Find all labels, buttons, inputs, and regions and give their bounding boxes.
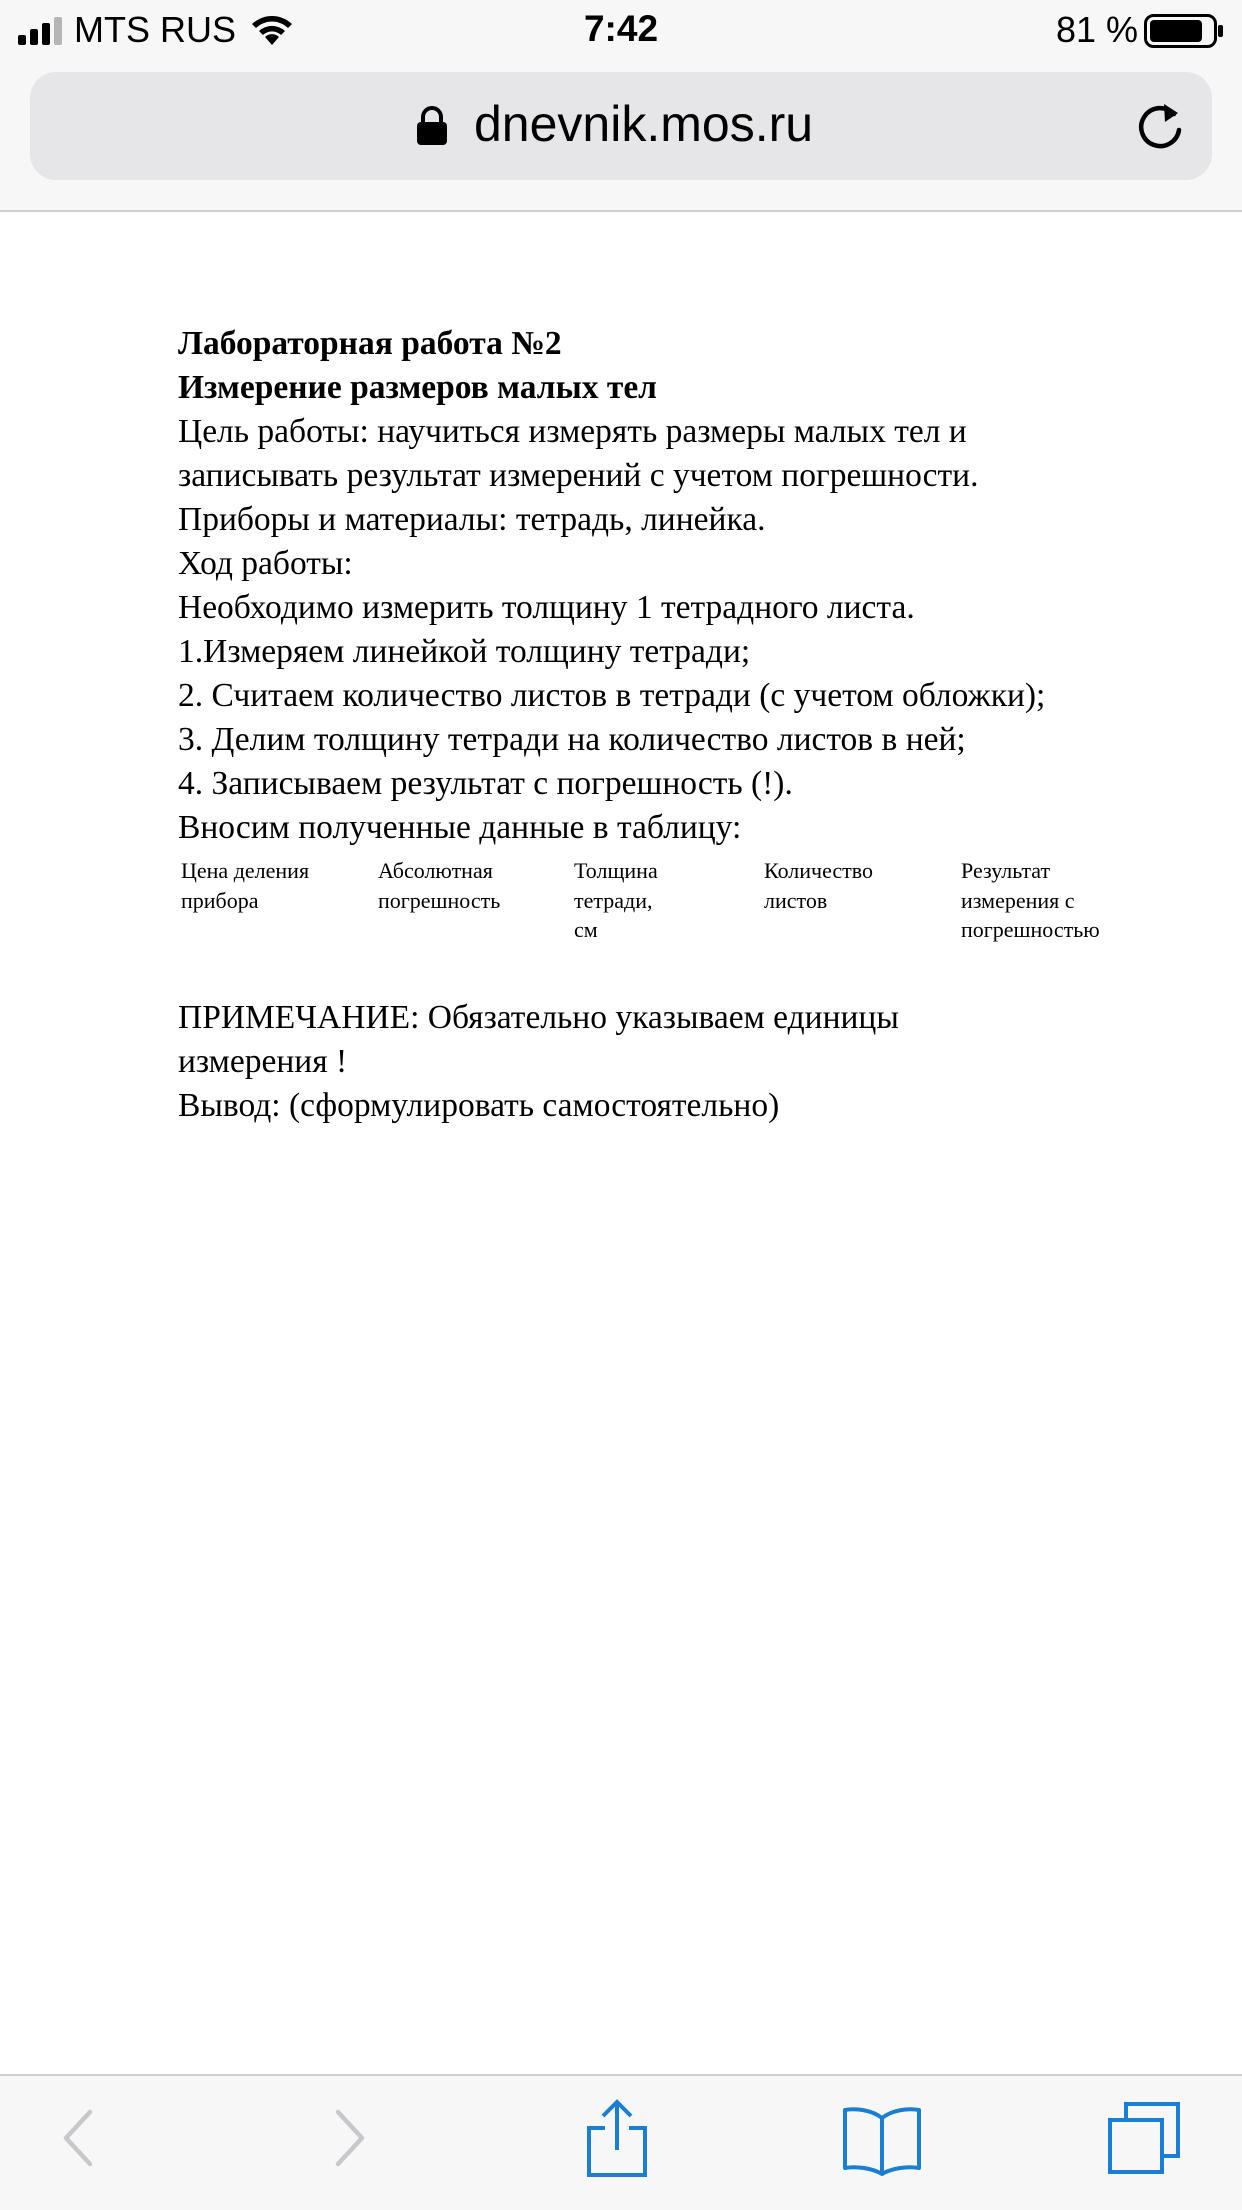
- header-text: прибора: [181, 887, 259, 913]
- table-header-sheet-count: [764, 856, 961, 996]
- header-text: погрешностью: [961, 917, 1100, 942]
- note-line-2: измерения !: [178, 1043, 348, 1080]
- header-text: листов: [764, 887, 828, 913]
- header-text: Толщина: [574, 858, 658, 883]
- goal-line-1: Цель работы: научиться измерять размеры малых тел и: [178, 413, 967, 450]
- back-arrow-icon[interactable]: [58, 2104, 98, 2172]
- share-icon[interactable]: [585, 2098, 649, 2178]
- document-subtitle: Измерение размеров малых тел: [178, 369, 657, 406]
- table-intro: Вносим полученные данные в таблицу:: [178, 809, 742, 846]
- table-header-division-value: [178, 856, 378, 996]
- table-header-notebook-thickness: [574, 856, 764, 996]
- header-text: измерения с: [961, 887, 1075, 913]
- tabs-icon[interactable]: [1106, 2100, 1182, 2176]
- reload-icon[interactable]: [1134, 100, 1186, 152]
- conclusion-line: Вывод: (сформулировать самостоятельно): [178, 1087, 780, 1124]
- step-1: 1.Измеряем линейкой толщину тетради;: [178, 633, 751, 670]
- data-table-header: [178, 856, 1178, 996]
- carrier-name: MTS RUS: [74, 9, 236, 50]
- document-title: Лабораторная работа №2: [178, 325, 562, 362]
- battery-icon: [1144, 14, 1224, 48]
- header-text: погрешность: [378, 887, 501, 913]
- table-header-result: [961, 856, 1161, 996]
- browser-top-bar: [0, 62, 1242, 212]
- task-line: Необходимо измерить толщину 1 тетрадного листа.: [178, 589, 915, 626]
- step-4: 4. Записываем результат с погрешность (!).: [178, 765, 793, 802]
- header-text: тетради,: [574, 887, 653, 913]
- header-text: Абсолютная: [378, 858, 493, 883]
- document-content: [178, 322, 1178, 1128]
- header-text: Количество: [764, 858, 874, 883]
- header-text: см: [574, 917, 598, 942]
- step-3: 3. Делим толщину тетради на количество листов в ней;: [178, 721, 966, 758]
- battery-percentage: 81 %: [1055, 9, 1138, 50]
- forward-arrow-icon[interactable]: [330, 2104, 370, 2172]
- procedure-heading: Ход работы:: [178, 545, 353, 582]
- lock-icon: [416, 106, 448, 146]
- step-2: 2. Считаем количество листов в тетради (с учетом обложки);: [178, 677, 1046, 714]
- materials-line: Приборы и материалы: тетрадь, линейка.: [178, 501, 766, 538]
- browser-bottom-toolbar: [0, 2074, 1242, 2210]
- header-text: Результат: [961, 858, 1051, 883]
- goal-line-2: записывать результат измерений с учетом погрешности.: [178, 457, 979, 494]
- table-header-absolute-error: [378, 856, 574, 996]
- status-bar: [0, 0, 1242, 62]
- note-line-1: ПРИМЕЧАНИЕ: Обязательно указываем единицы: [178, 999, 899, 1036]
- url-text[interactable]: dnevnik.mos.ru: [474, 96, 814, 152]
- address-bar[interactable]: [30, 72, 1212, 180]
- bookmarks-icon[interactable]: [842, 2104, 922, 2176]
- clock-time: 7:42: [583, 8, 659, 49]
- header-text: Цена деления: [181, 858, 310, 883]
